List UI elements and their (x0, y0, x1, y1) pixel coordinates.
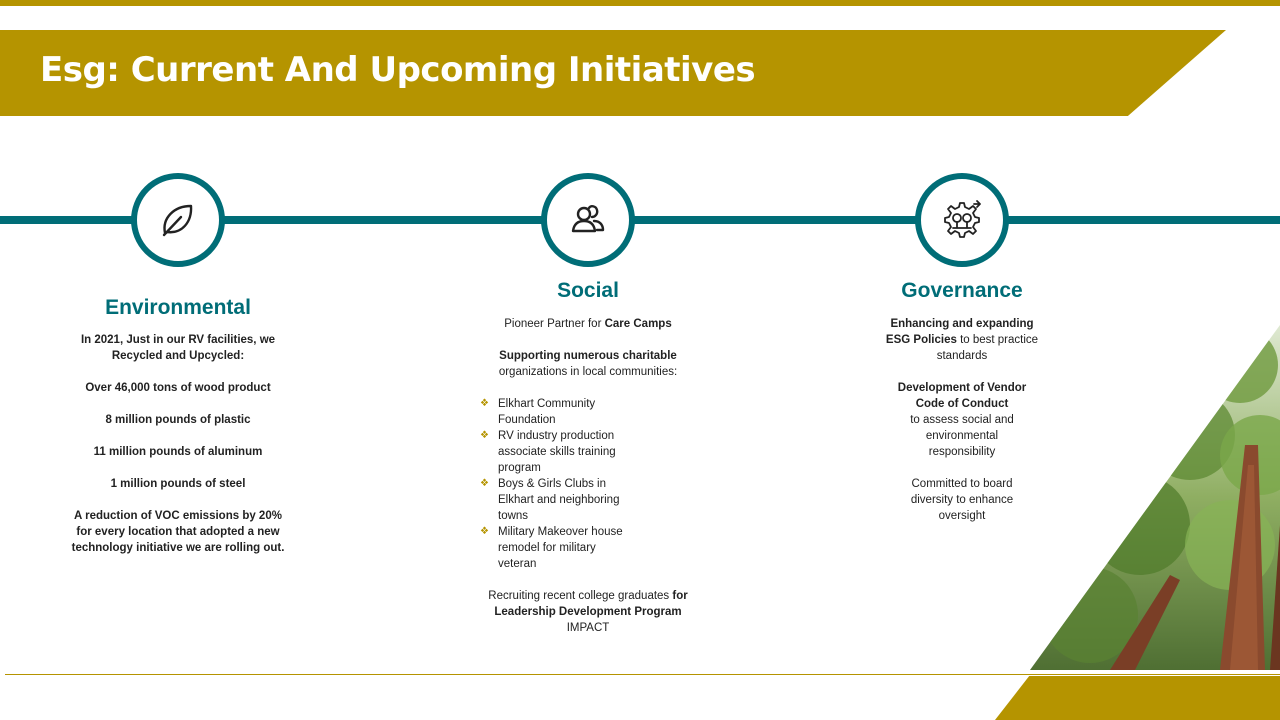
leaf-icon (156, 198, 200, 242)
gov-esg-line-3: standards (936, 350, 988, 362)
social-partner-name: Care Camps (604, 318, 672, 330)
gov-vendor-line-3: to assess social and (910, 414, 1014, 426)
social-support-title: Supporting numerous charitable (499, 350, 677, 362)
env-stat-steel: 1 million pounds of steel (110, 478, 246, 490)
env-intro-line-2: Recycled and Upcycled: (111, 350, 245, 362)
social-heading: Social (557, 279, 619, 302)
diamond-bullet-icon: ❖ (480, 478, 489, 489)
social-recruit-line-2: Leadership Development Program (494, 606, 682, 618)
list-item: ❖ Military Makeover house remodel for military veteran (480, 526, 623, 570)
env-voc-line-2: for every location that adopted a new (76, 526, 280, 538)
env-stat-aluminum: 11 million pounds of aluminum (93, 446, 263, 458)
gear-trees-icon (940, 198, 984, 242)
gov-vendor-line-5: responsibility (928, 446, 996, 458)
page-title: Esg: Current And Upcoming Initiatives (40, 50, 756, 90)
env-stat-plastic: 8 million pounds of plastic (105, 414, 251, 426)
diamond-bullet-icon: ❖ (480, 430, 489, 441)
gov-esg-line-1: Enhancing and expanding (890, 318, 1034, 330)
env-stat-wood: Over 46,000 tons of wood product (85, 382, 271, 394)
people-icon (566, 198, 610, 242)
gov-board-line-1: Committed to board (911, 478, 1013, 490)
governance-column (832, 316, 1092, 524)
social-bullet-list (458, 396, 718, 572)
social-node (541, 173, 635, 267)
social-support-text: organizations in local communities: (498, 366, 678, 378)
list-item: ❖ Boys & Girls Clubs in Elkhart and neighboring towns (480, 478, 620, 522)
env-voc-line-1: A reduction of VOC emissions by 20% (74, 510, 282, 522)
social-partner-prefix: Pioneer Partner for (504, 318, 605, 330)
env-voc-line-3: technology initiative we are rolling out. (71, 542, 285, 554)
list-item: ❖ Elkhart Community Foundation (480, 398, 596, 426)
social-recruit-line-1: Recruiting recent college graduates for (488, 590, 688, 602)
top-accent-rule (0, 0, 1280, 6)
gov-esg-line-2: ESG Policies to best practice (885, 334, 1039, 346)
environmental-heading: Environmental (105, 296, 251, 319)
environmental-node (131, 173, 225, 267)
bottom-accent-rule (5, 674, 1280, 675)
list-item: ❖ RV industry production associate skills training program (480, 430, 616, 474)
gov-board-line-2: diversity to enhance (910, 494, 1014, 506)
gov-vendor-line-2: Code of Conduct (915, 398, 1009, 410)
governance-heading: Governance (901, 279, 1023, 302)
governance-node (915, 173, 1009, 267)
gov-vendor-line-1: Development of Vendor (897, 382, 1027, 394)
diamond-bullet-icon: ❖ (480, 398, 489, 409)
social-column (458, 316, 718, 636)
environmental-column (48, 332, 308, 556)
env-intro-line-1: In 2021, Just in our RV facilities, we (80, 334, 276, 346)
gov-board-line-3: oversight (938, 510, 986, 522)
gov-vendor-line-4: environmental (925, 430, 999, 442)
diamond-bullet-icon: ❖ (480, 526, 489, 537)
bottom-accent-band (995, 676, 1280, 720)
social-recruit-line-3: IMPACT (566, 622, 610, 634)
social-partner (458, 316, 718, 332)
